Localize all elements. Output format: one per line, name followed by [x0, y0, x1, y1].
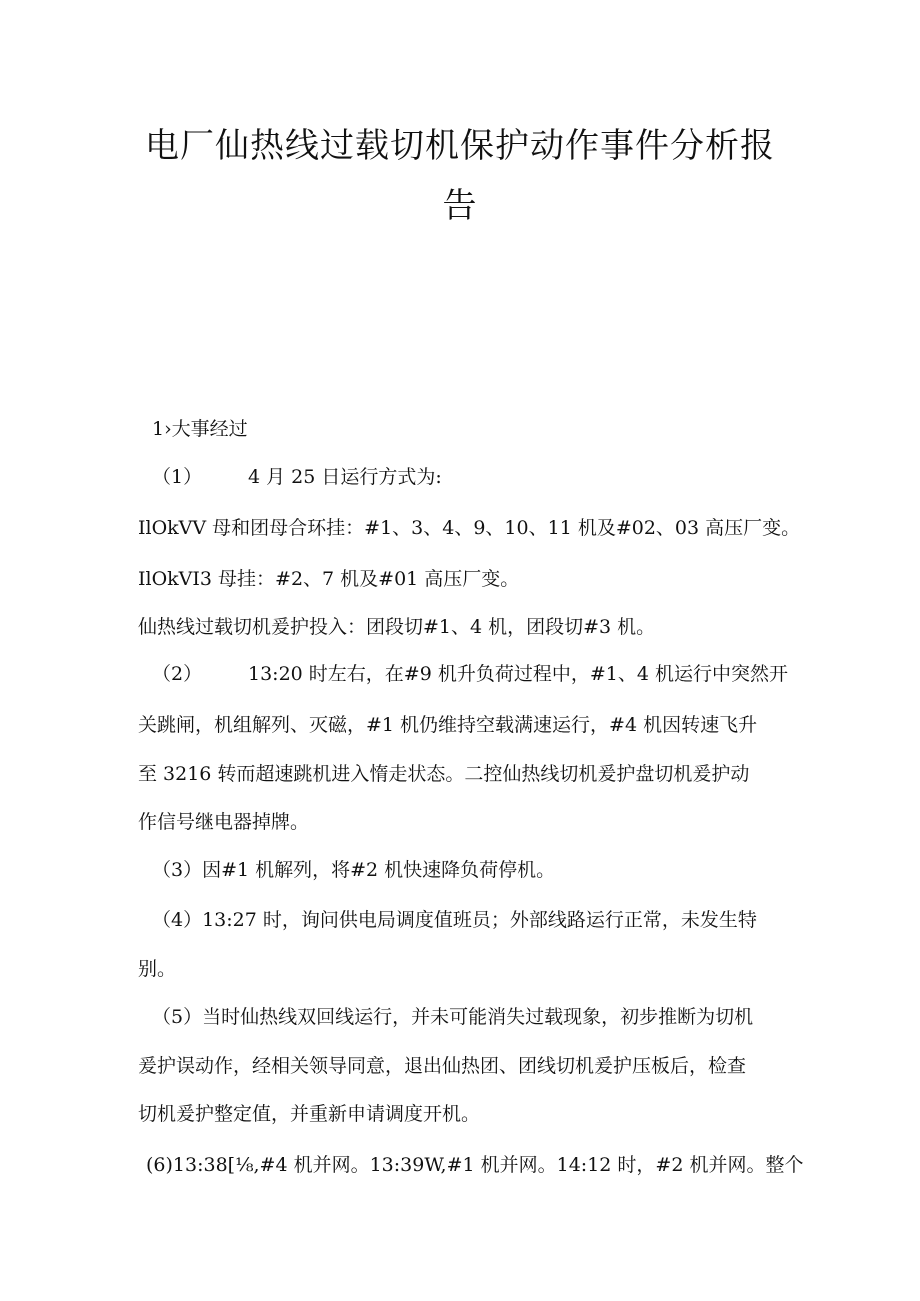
paragraph-line: 关跳闸，机组解列、灭磁，#1 机仍维持空载满速运行，#4 机因转速飞升 [138, 714, 758, 736]
item-text: 4 月 25 日运行方式为: [248, 466, 442, 488]
paragraph-line: （5）当时仙热线双回线运行，并未可能消失过载现象，初步推断为切机 [152, 1006, 754, 1028]
paragraph-line: IlOkVI3 母挂：#2、7 机及#01 高压厂变。 [138, 568, 520, 590]
item-text: 13:20 时左右，在#9 机升负荷过程中，#1、4 机运行中突然开 [248, 663, 788, 685]
paragraph-line: 切机爰护整定值，并重新申请调度开机。 [138, 1103, 481, 1125]
item-number-label: （1） [152, 466, 203, 488]
paragraph-line: IlOkVV 母和团母合环挂：#1、3、4、9、10、11 机及#02、03 高压厂变。 [138, 517, 801, 539]
paragraph-line [152, 464, 442, 490]
item-number-label: （2） [152, 663, 203, 685]
paragraph-line: （3）因#1 机解列，将#2 机快速降负荷停机。 [152, 859, 556, 881]
paragraph-line: (6)13:38[⅛,#4 机并网。13:39W,#1 机并网。14:12 时，#2 机并网。整个 [146, 1154, 804, 1176]
document-title-line-1: 电厂仙热线过载切机保护动作事件分析报 [145, 126, 775, 166]
paragraph-line: （4）13:27 时，询问供电局调度值班员；外部线路运行正常，未发生特 [152, 909, 757, 931]
document-title-line-2: 告 [442, 186, 478, 226]
paragraph-line [152, 661, 788, 687]
paragraph-line: 仙热线过载切机爰护投入：团段切#1、4 机，团段切#3 机。 [138, 616, 656, 638]
paragraph-line: 爰护误动作，经相关领导同意，退出仙热团、团线切机爰护压板后，检查 [138, 1055, 747, 1077]
paragraph-line: 至 3216 转而超速跳机进入惰走状态。二控仙热线切机爰护盘切机爰护动 [138, 763, 750, 785]
section-heading: 1›大事经过 [152, 418, 248, 440]
paragraph-line: 作信号继电器掉牌。 [138, 811, 310, 833]
paragraph-line: 别。 [138, 958, 177, 980]
